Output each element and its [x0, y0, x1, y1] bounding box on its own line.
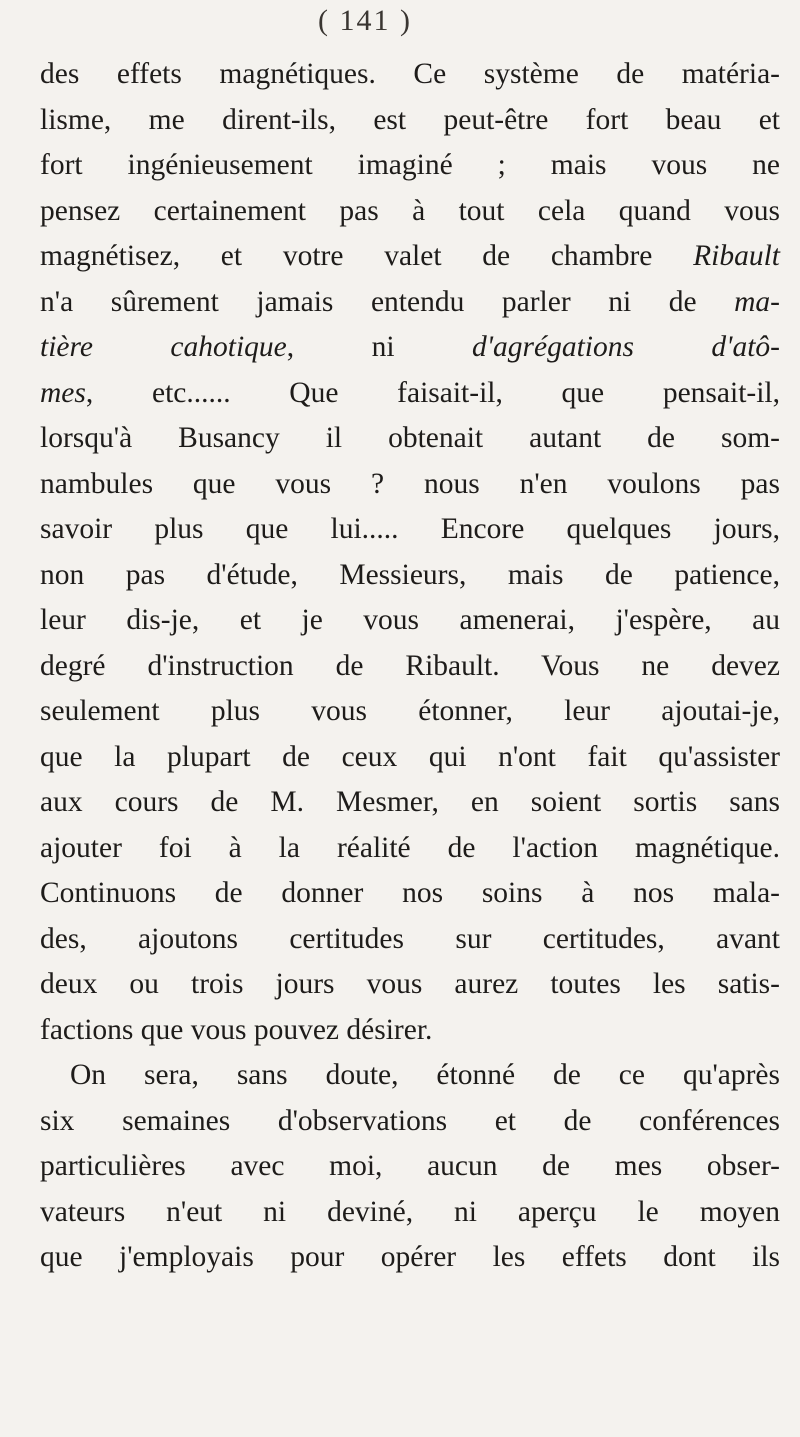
text-segment: fort ingénieusement imaginé ; mais vous ne	[40, 149, 780, 181]
italic-text: d'agrégations d'atô-	[471, 331, 780, 363]
text-line	[40, 1008, 780, 1054]
text-line	[40, 689, 780, 735]
text-line	[40, 462, 780, 508]
text-line	[40, 553, 780, 599]
book-page	[40, 0, 780, 1437]
text-line	[40, 1190, 780, 1236]
text-line	[40, 598, 780, 644]
text-line	[40, 52, 780, 98]
text-segment: non pas d'étude, Messieurs, mais de patience,	[40, 558, 780, 591]
text-line	[40, 1099, 780, 1145]
text-line	[40, 871, 780, 917]
text-segment: que la plupart de ceux qui n'ont fait qu'assister	[40, 740, 780, 773]
text-segment: degré d'instruction de Ribault. Vous ne devez	[40, 649, 780, 682]
text-line	[40, 280, 780, 326]
text-segment: factions que vous pouvez désirer.	[40, 1013, 433, 1046]
text-line	[40, 98, 780, 144]
text-segment: des, ajoutons certitudes sur certitudes, avant	[40, 922, 780, 955]
text-line	[40, 234, 780, 280]
text-line	[40, 371, 780, 417]
text-line	[40, 826, 780, 872]
text-segment: des effets magnétiques. Ce système de matéria-	[40, 58, 780, 90]
text-segment: , ni	[286, 331, 472, 363]
text-segment: seulement plus vous étonner, leur ajoutai-je,	[40, 695, 780, 727]
page-number: ( 141 )	[318, 4, 412, 37]
text-segment: nambules que vous ? nous n'en voulons pas	[40, 467, 780, 500]
italic-text: Ribault	[693, 240, 780, 272]
text-segment: que j'employais pour opérer les effets dont ils	[40, 1241, 780, 1273]
text-segment: magnétisez, et votre valet de chambre	[40, 240, 694, 272]
text-segment: vateurs n'eut ni deviné, ni aperçu le moyen	[40, 1195, 780, 1228]
italic-text: tière cahotique	[40, 331, 287, 363]
text-line	[40, 416, 780, 462]
text-segment: deux ou trois jours vous aurez toutes les satis-	[40, 968, 780, 1000]
body-text	[40, 52, 780, 1281]
text-line	[40, 962, 780, 1008]
text-segment: , etc...... Que faisait-il, que pensait-il,	[85, 376, 780, 409]
text-segment: n'a sûrement jamais entendu parler ni de	[40, 285, 735, 318]
text-line	[40, 735, 780, 781]
text-segment: particulières avec moi, aucun de mes obser-	[40, 1150, 780, 1182]
text-segment: ajouter foi à la réalité de l'action magnétique.	[40, 831, 780, 864]
text-line	[40, 189, 780, 235]
text-line	[40, 917, 780, 963]
text-segment: Continuons de donner nos soins à nos mala-	[40, 877, 780, 909]
text-line	[40, 507, 780, 553]
text-line	[40, 1144, 780, 1190]
text-line	[40, 325, 780, 371]
text-segment: savoir plus que lui..... Encore quelques jours,	[40, 513, 780, 545]
text-segment: leur dis-je, et je vous amenerai, j'espère, au	[40, 604, 780, 636]
text-segment: six semaines d'observations et de conférences	[40, 1104, 780, 1137]
text-line	[40, 1235, 780, 1281]
italic-text: ma-	[734, 285, 780, 318]
italic-text: mes	[40, 376, 86, 409]
text-line	[40, 1053, 780, 1099]
text-segment: On sera, sans doute, étonné de ce qu'après	[70, 1059, 780, 1091]
text-segment: lisme, me dirent-ils, est peut-être fort beau et	[40, 103, 780, 136]
text-segment: pensez certainement pas à tout cela quand vous	[40, 194, 780, 227]
text-line	[40, 780, 780, 826]
text-line	[40, 143, 780, 189]
text-segment: aux cours de M. Mesmer, en soient sortis sans	[40, 786, 780, 818]
text-line	[40, 644, 780, 690]
text-segment: lorsqu'à Busancy il obtenait autant de som-	[40, 422, 780, 454]
